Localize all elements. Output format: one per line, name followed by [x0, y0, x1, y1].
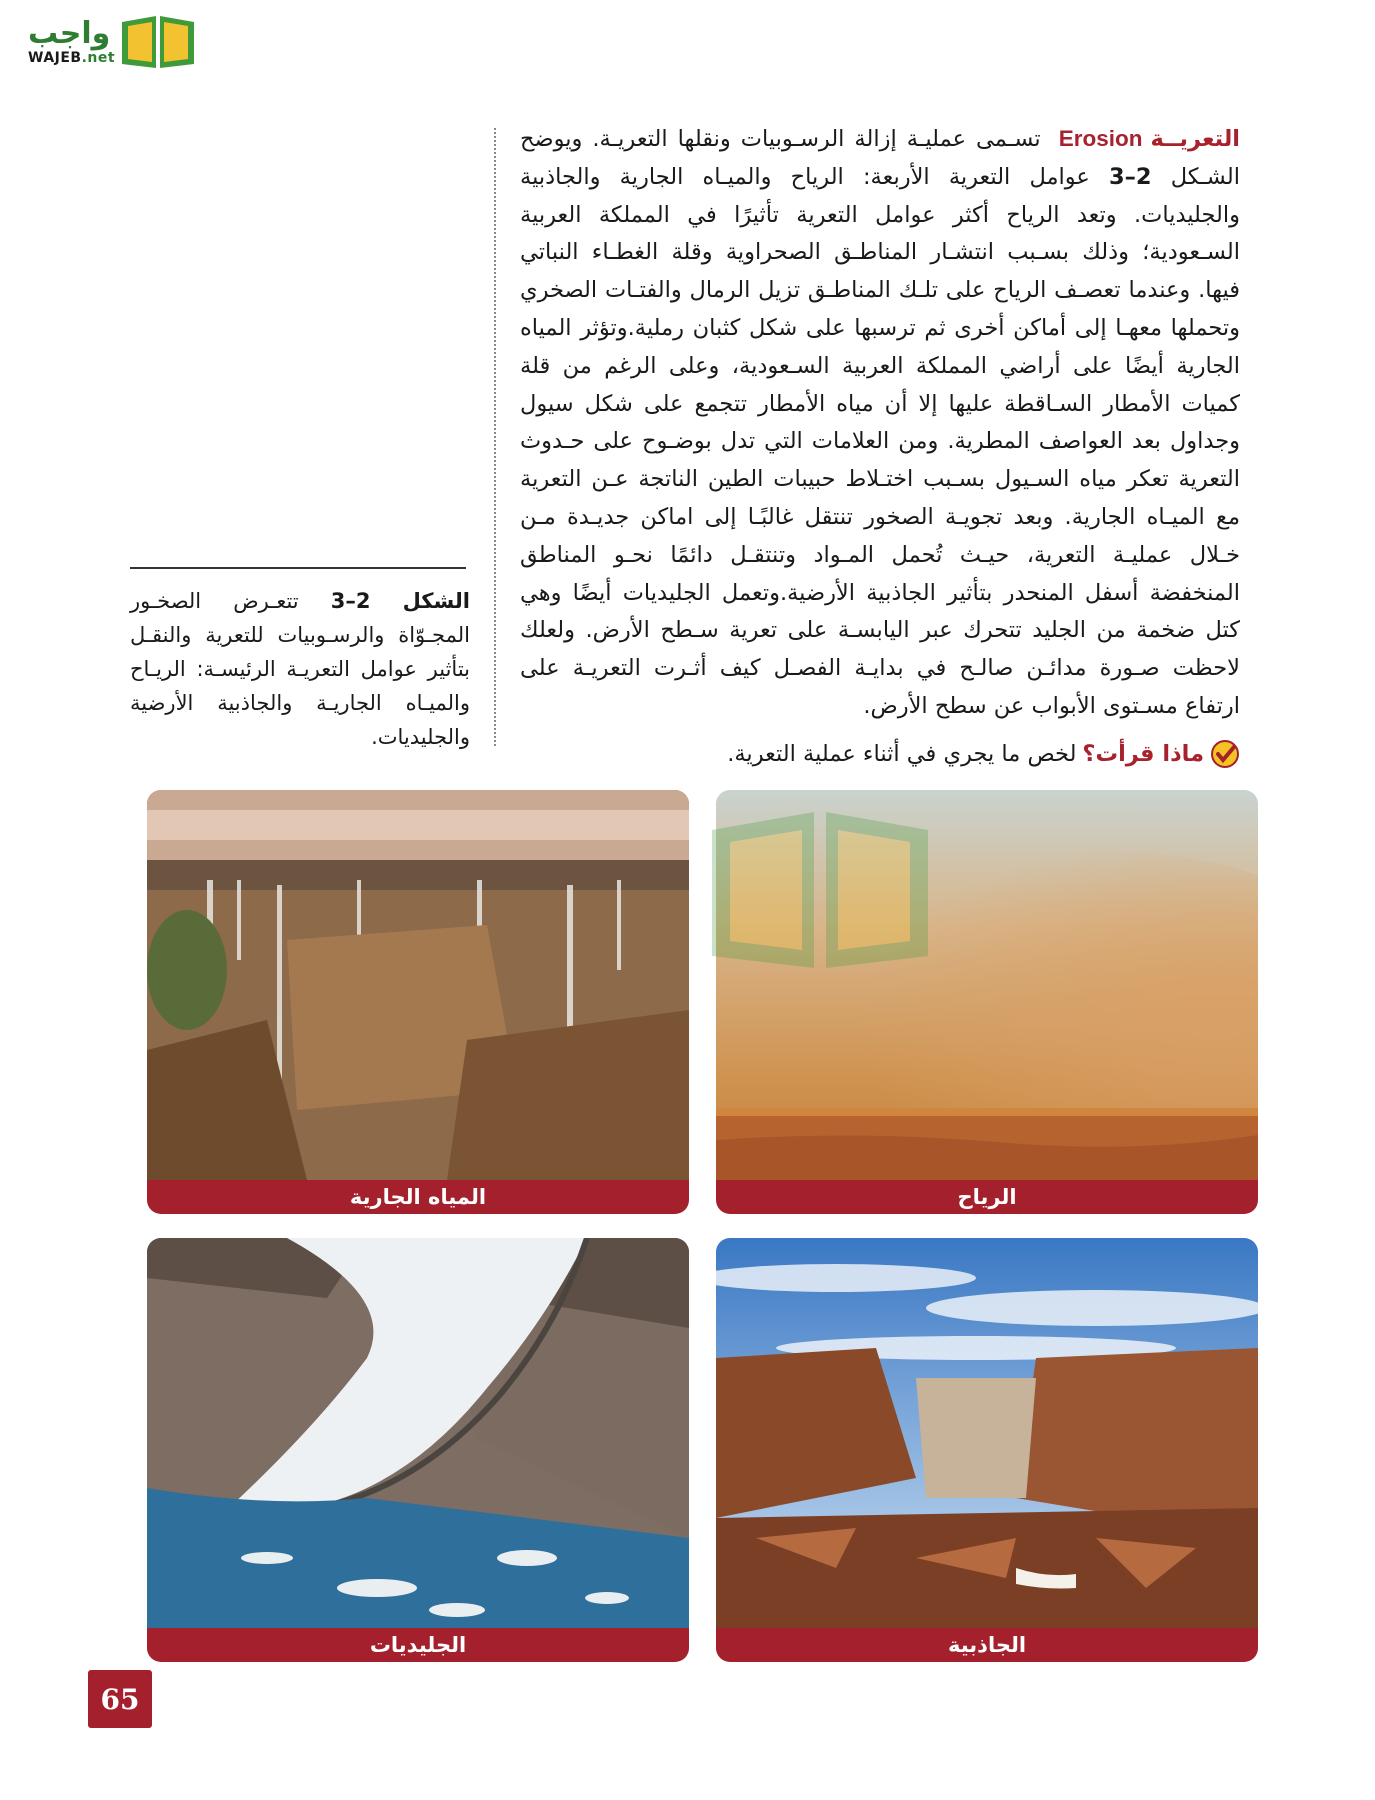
- photo-glaciers: [147, 1238, 689, 1662]
- waterfall-image: [147, 790, 689, 1180]
- label-glaciers: الجليديات: [147, 1628, 689, 1662]
- reading-check-question: لخص ما يجري في أثناء عملية التعرية.: [727, 741, 1077, 767]
- caption-text: تتعـرض الصخـور المجـوّاة والرسـوبيات للتعرية والنقـل بتأثير عوامل التعريـة الرئيسـة: الريـاح والميـاه الجاريـة والجاذبية الأرضية والجليديات.: [130, 589, 470, 749]
- figure-reference[interactable]: 2–3: [1109, 163, 1152, 190]
- term-arabic: التعريــة: [1150, 126, 1240, 152]
- label-gravity: الجاذبية: [716, 1628, 1258, 1662]
- canyon-image: [716, 1238, 1258, 1628]
- label-wind: الرياح: [716, 1180, 1258, 1214]
- caption-rule: [130, 567, 466, 569]
- caption-prefix: الشكل: [402, 589, 470, 613]
- page-number: 65: [88, 1670, 152, 1728]
- photo-running-water: [147, 790, 689, 1214]
- book-icon: [118, 12, 198, 72]
- erosion-paragraph: [520, 120, 1240, 726]
- term-english: Erosion: [1058, 126, 1143, 151]
- wajeb-logo[interactable]: [14, 6, 194, 72]
- figure-caption: [130, 584, 470, 754]
- photo-gravity: [716, 1238, 1258, 1662]
- logo-english: WAJEB.net: [28, 50, 116, 66]
- paragraph-part-2: عوامل التعرية الأربعة: الرياح والميـاه الجارية والجاذبية والجليديات. وتعد الرياح أكثر عوامل التعرية تأثيرًا في المملكة العربية السـعودية؛ وذلك بسـبب انتشـار المناطـق الصحراوية وقلة الغطـاء النباتي فيها. وعندما تعصـف الرياح على تلـك المناطـق تزيل الرمال والفتـات الصخري وتحملها معهـا إلى أماكن أخرى ثم ترسبها على شكل كثبان رملية.وتؤثر المياه الجارية أيضًا على أراضي المملكة العربية السـعودية، وعلى الرغم من قلة كميات الأمطار السـاقطة عليها إلا أن مياه الأمطار تتجمع على شكل سيول وجداول بعد العواصف المطرية. ومن العلامات التي تدل بوضـوح على حـدوث التعرية تعكر مياه السـيول بسـبب اختـلاط حبيبات الطين الناتجة عـن التعرية مع الميـاه الجارية. وبعد تجويـة الصخور تنتقل غالبًـا إلى اماكن جديـدة مـن خـلال عمليـة التعرية، حيـث تُحمل المـواد وتنتقـل دائمًا نحـو المناطق المنخفضة أسفل المنحدر بتأثير الجاذبية الأرضية.وتعمل الجليديات أيضًا وهي كتل ضخمة من الجليد تتحرك عبر اليابسـة على تعرية سـطح الأرض. ولعلك لاحظت صـورة مدائـن صالـح في بدايـة الفصـل كيف أثـرت التعريـة على ارتفاع مسـتوى الأبواب عن سطح الأرض.: [520, 163, 1240, 719]
- paragraph-part-1: تسـمى عمليـة إزالة الرسـوبيات ونقلها التعريـة. ويوضح الشـكل: [520, 126, 1240, 190]
- dotted-divider: [494, 128, 496, 746]
- watermark-book-icon: [700, 800, 940, 980]
- reading-check: [700, 736, 1240, 772]
- reading-check-label: ماذا قرأت؟: [1082, 741, 1204, 767]
- logo-arabic: واجب: [28, 16, 111, 51]
- glacier-image: [147, 1238, 689, 1628]
- checkmark-icon: [1210, 739, 1240, 769]
- caption-figure-number: 2–3: [330, 589, 371, 613]
- label-running-water: المياه الجارية: [147, 1180, 689, 1214]
